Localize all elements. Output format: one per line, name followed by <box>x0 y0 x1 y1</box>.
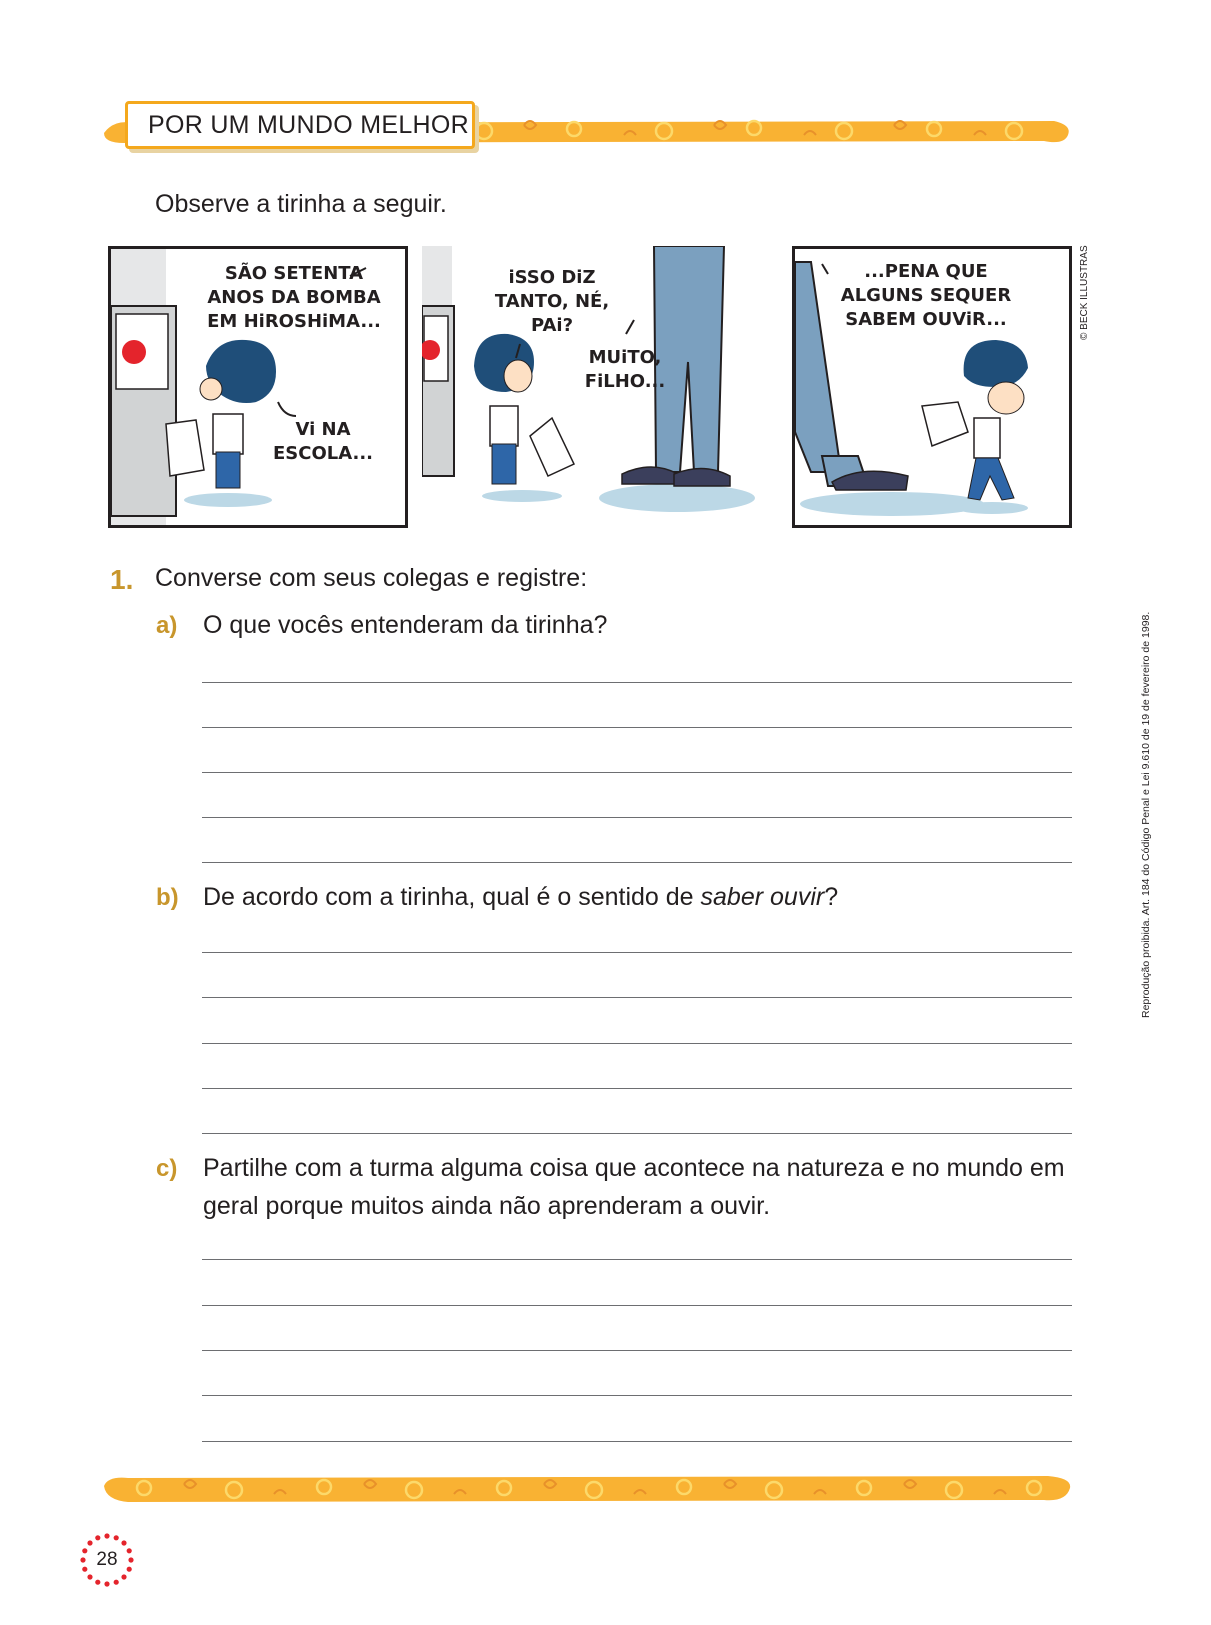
answer-line-b-5[interactable] <box>202 1133 1072 1134</box>
comic-credit: © BECK ILLUSTRAS <box>1079 245 1090 340</box>
answer-line-c-5[interactable] <box>202 1441 1072 1442</box>
answer-line-a-1[interactable] <box>202 682 1072 683</box>
item-a-letter: a) <box>156 612 178 639</box>
answer-line-a-2[interactable] <box>202 727 1072 728</box>
question-number: 1. <box>110 564 134 595</box>
speech-bubble-text: ...PENA QUE ALGUNS SEQUER SABEM OUViR... <box>840 261 1012 330</box>
speech-bubble-text: SÃO SETENTA ANOS DA BOMBA EM HiROSHiMA... <box>207 263 381 332</box>
speech-bubble-text: iSSO DiZ TANTO, NÉ, PAi? <box>494 267 610 336</box>
item-b-text: De acordo com a tirinha, qual é o sentido de saber ouvir? <box>203 883 839 911</box>
comic-panel-1 <box>108 246 408 528</box>
answer-line-c-2[interactable] <box>202 1305 1072 1306</box>
answer-line-b-4[interactable] <box>202 1088 1072 1089</box>
section-title-label: POR UM MUNDO MELHOR <box>125 101 475 149</box>
answer-line-a-5[interactable] <box>202 862 1072 863</box>
item-c-text: Partilhe com a turma alguma coisa que acontece na natureza e no mundo em geral porque muitos ainda não aprenderam a ouvir. <box>203 1154 1065 1220</box>
intro-text: Observe a tirinha a seguir. <box>155 190 447 218</box>
comic-panel-3 <box>792 246 1072 528</box>
answer-line-b-3[interactable] <box>202 1043 1072 1044</box>
answer-line-c-3[interactable] <box>202 1350 1072 1351</box>
item-b-letter: b) <box>156 884 179 911</box>
answer-line-a-4[interactable] <box>202 817 1072 818</box>
answer-line-b-1[interactable] <box>202 952 1072 953</box>
legal-notice: Reprodução proibida. Art. 184 do Código Penal e Lei 9.610 de 19 de fevereiro de 1998. <box>1140 611 1152 1018</box>
answer-line-c-4[interactable] <box>202 1395 1072 1396</box>
page-number: 28 <box>96 1549 118 1570</box>
item-a-text: O que vocês entenderam da tirinha? <box>203 611 608 639</box>
answer-line-b-2[interactable] <box>202 997 1072 998</box>
answer-line-c-1[interactable] <box>202 1259 1072 1260</box>
item-b-italic-term: saber ouvir <box>700 883 825 911</box>
answer-line-a-3[interactable] <box>202 772 1072 773</box>
speech-bubble-text: MUiTO, FiLHO... <box>584 347 666 392</box>
question-text: Converse com seus colegas e registre: <box>155 564 588 592</box>
comic-panel-2 <box>422 246 767 528</box>
speech-bubble-text: Vi NA ESCOLA... <box>272 419 374 464</box>
item-c-letter: c) <box>156 1155 178 1182</box>
decorative-swirl-band-bottom <box>104 1472 1072 1506</box>
